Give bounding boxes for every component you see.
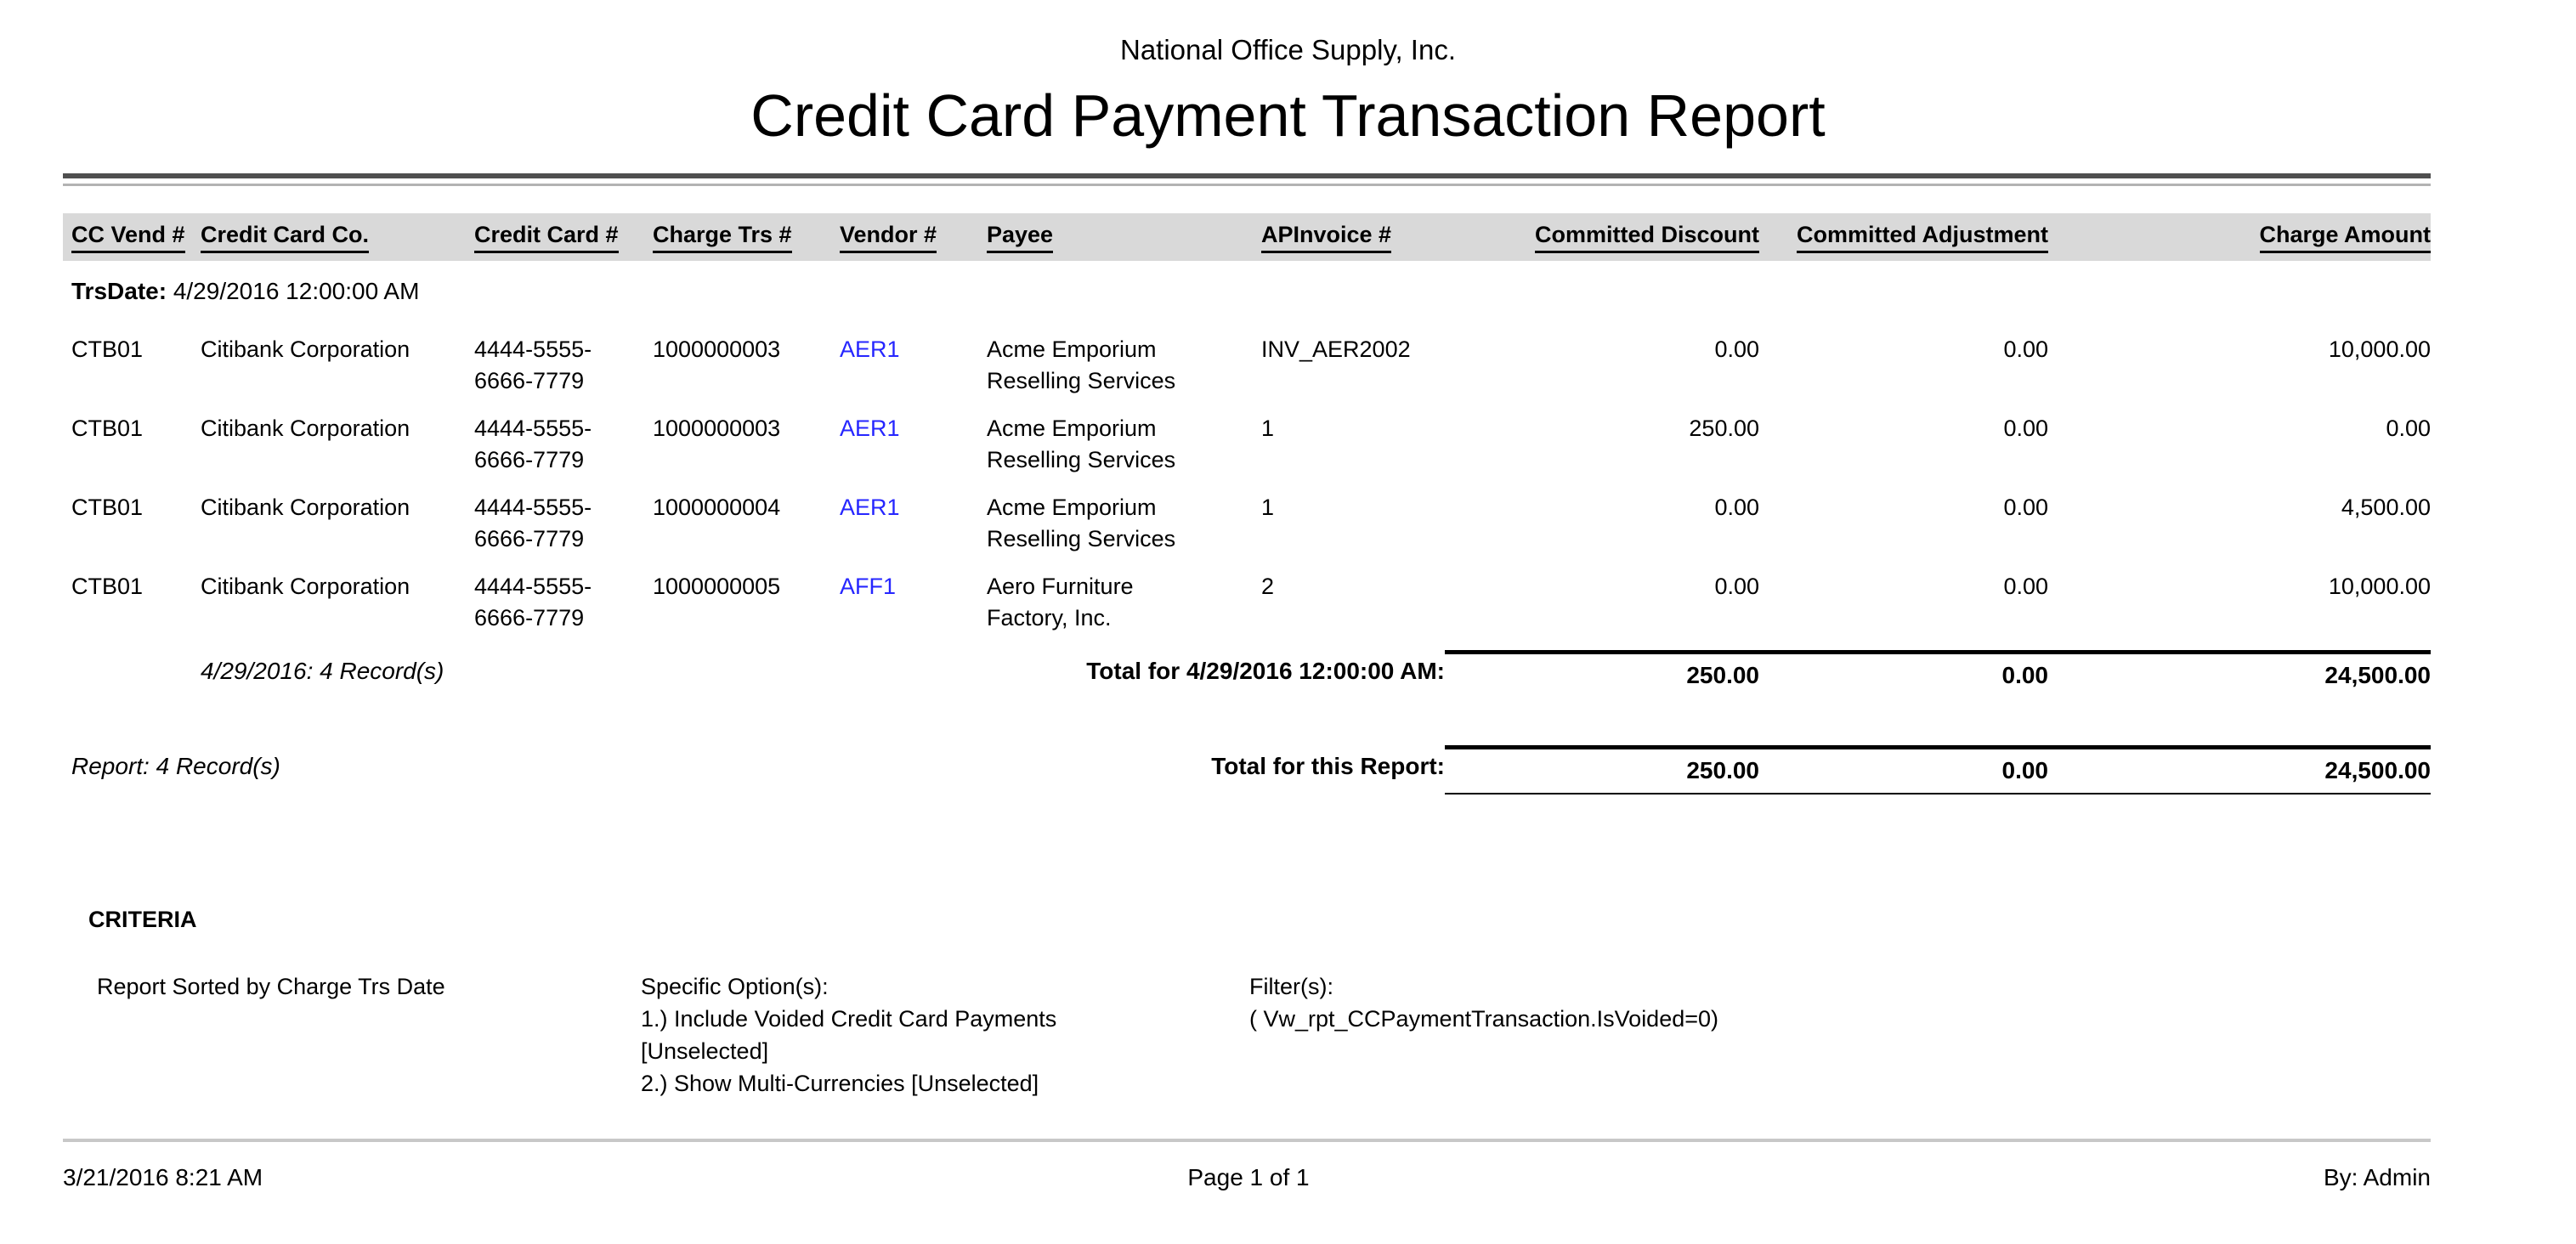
column-header-charge-trs: Charge Trs # — [653, 222, 840, 253]
payee-cell — [987, 492, 1261, 555]
report-record-count: Report: 4 Record(s) — [71, 753, 280, 779]
table-body — [63, 334, 2431, 634]
group-total-label: Total for 4/29/2016 12:00:00 AM: — [1086, 658, 1445, 684]
charge-trs-cell: 1000000004 — [653, 495, 781, 520]
criteria-filter-line: ( Vw_rpt_CCPaymentTransaction.IsVoided=0) — [1249, 1006, 1719, 1032]
cell-line: Reselling Services — [987, 526, 1176, 551]
cc-number-cell — [474, 334, 653, 397]
group-total-charge-amount: 24,500.00 — [2324, 662, 2431, 688]
ap-invoice-cell: INV_AER2002 — [1261, 336, 1411, 362]
column-header-vendor: Vendor # — [840, 222, 987, 253]
cc-vend-cell: CTB01 — [71, 495, 144, 520]
cell-line: 4444-5555- — [474, 495, 592, 520]
column-header-committed-discount: Committed Discount — [1445, 222, 1759, 253]
vendor-link[interactable]: AFF1 — [840, 574, 897, 599]
criteria-option-line: Specific Option(s): — [641, 974, 829, 999]
cc-company-cell: Citibank Corporation — [201, 416, 410, 441]
ap-invoice-cell: 1 — [1261, 416, 1275, 441]
cell-line: 6666-7779 — [474, 605, 585, 630]
column-header-committed-adjustment: Committed Adjustment — [1759, 222, 2048, 253]
report-total-committed-discount: 250.00 — [1686, 757, 1759, 783]
column-header-cc-vend: CC Vend # — [71, 222, 201, 253]
report-total-label: Total for this Report: — [1211, 753, 1445, 779]
report-total-values — [1445, 745, 2431, 794]
cc-vend-cell: CTB01 — [71, 574, 144, 599]
committed-discount-cell: 0.00 — [1714, 495, 1759, 520]
cell-line: Reselling Services — [987, 368, 1176, 393]
committed-discount-cell: 0.00 — [1714, 336, 1759, 362]
ap-invoice-cell: 2 — [1261, 574, 1275, 599]
cc-company-cell: Citibank Corporation — [201, 495, 410, 520]
cc-number-cell — [474, 492, 653, 555]
cell-line: Reselling Services — [987, 447, 1176, 472]
header-divider — [63, 173, 2431, 186]
cc-vend-cell: CTB01 — [71, 416, 144, 441]
cc-number-cell — [474, 413, 653, 476]
report-title: Credit Card Payment Transaction Report — [750, 82, 1826, 149]
table-row — [63, 571, 2431, 634]
cc-number-cell — [474, 571, 653, 634]
cell-line: Acme Emporium — [987, 495, 1157, 520]
payee-cell — [987, 571, 1261, 634]
payee-cell — [987, 413, 1261, 476]
cell-line: 4444-5555- — [474, 416, 592, 441]
footer-generated-by: By: Admin — [2323, 1164, 2431, 1190]
group-total-row — [63, 650, 2431, 689]
cell-line: 4444-5555- — [474, 574, 592, 599]
committed-discount-cell: 250.00 — [1689, 416, 1759, 441]
criteria-section — [63, 970, 2431, 1100]
group-total-values — [1445, 650, 2431, 689]
group-header-value: 4/29/2016 12:00:00 AM — [173, 278, 420, 304]
column-header-charge-amount: Charge Amount — [2048, 222, 2431, 253]
criteria-filter-line: Filter(s): — [1249, 974, 1333, 999]
charge-amount-cell: 0.00 — [2386, 416, 2431, 441]
criteria-options — [641, 970, 1249, 1100]
cc-company-cell: Citibank Corporation — [201, 336, 410, 362]
charge-trs-cell: 1000000005 — [653, 574, 781, 599]
cc-company-cell: Citibank Corporation — [201, 574, 410, 599]
criteria-option-line: 1.) Include Voided Credit Card Payments — [641, 1006, 1057, 1032]
cell-line: Acme Emporium — [987, 416, 1157, 441]
cell-line: 6666-7779 — [474, 526, 585, 551]
group-header-label: TrsDate: — [71, 278, 167, 304]
charge-amount-cell: 10,000.00 — [2328, 336, 2431, 362]
cell-line: 6666-7779 — [474, 368, 585, 393]
cell-line: Factory, Inc. — [987, 605, 1112, 630]
footer-generated-datetime: 3/21/2016 8:21 AM — [63, 1164, 263, 1190]
vendor-link[interactable]: AER1 — [840, 495, 900, 520]
vendor-link[interactable]: AER1 — [840, 416, 900, 441]
criteria-option-line: [Unselected] — [641, 1038, 769, 1064]
cell-line: 6666-7779 — [474, 447, 585, 472]
ap-invoice-cell: 1 — [1261, 495, 1275, 520]
report-total-committed-adjustment: 0.00 — [2001, 757, 2048, 783]
table-row — [63, 492, 2431, 555]
table-row — [63, 413, 2431, 476]
vendor-link[interactable]: AER1 — [840, 336, 900, 362]
criteria-heading: CRITERIA — [88, 907, 197, 932]
criteria-filters — [1249, 970, 2431, 1100]
cell-line: Acme Emporium — [987, 336, 1157, 362]
report-total-charge-amount: 24,500.00 — [2324, 757, 2431, 783]
charge-amount-cell: 4,500.00 — [2341, 495, 2431, 520]
report-total-row — [63, 745, 2431, 794]
group-total-committed-adjustment: 0.00 — [2001, 662, 2048, 688]
charge-amount-cell: 10,000.00 — [2328, 574, 2431, 599]
charge-trs-cell: 1000000003 — [653, 336, 781, 362]
charge-trs-cell: 1000000003 — [653, 416, 781, 441]
group-record-count: 4/29/2016: 4 Record(s) — [201, 658, 444, 684]
committed-adjustment-cell: 0.00 — [2003, 336, 2048, 362]
footer-page-number: Page 1 of 1 — [1187, 1164, 1310, 1190]
column-header-credit-card-co: Credit Card Co. — [201, 222, 474, 253]
company-name: National Office Supply, Inc. — [1120, 34, 1456, 65]
cc-vend-cell: CTB01 — [71, 336, 144, 362]
table-row — [63, 334, 2431, 397]
column-header-ap-invoice: APInvoice # — [1261, 222, 1445, 253]
committed-adjustment-cell: 0.00 — [2003, 574, 2048, 599]
committed-discount-cell: 0.00 — [1714, 574, 1759, 599]
table-header-row — [63, 213, 2431, 261]
group-header — [63, 276, 2431, 307]
column-header-credit-card-num: Credit Card # — [474, 222, 653, 253]
page-footer — [63, 1139, 2431, 1191]
committed-adjustment-cell: 0.00 — [2003, 416, 2048, 441]
group-total-committed-discount: 250.00 — [1686, 662, 1759, 688]
committed-adjustment-cell: 0.00 — [2003, 495, 2048, 520]
cell-line: Aero Furniture — [987, 574, 1134, 599]
payee-cell — [987, 334, 1261, 397]
criteria-sorted-by: Report Sorted by Charge Trs Date — [97, 974, 445, 999]
cell-line: 4444-5555- — [474, 336, 592, 362]
column-header-payee: Payee — [987, 222, 1261, 253]
criteria-option-line: 2.) Show Multi-Currencies [Unselected] — [641, 1071, 1039, 1096]
